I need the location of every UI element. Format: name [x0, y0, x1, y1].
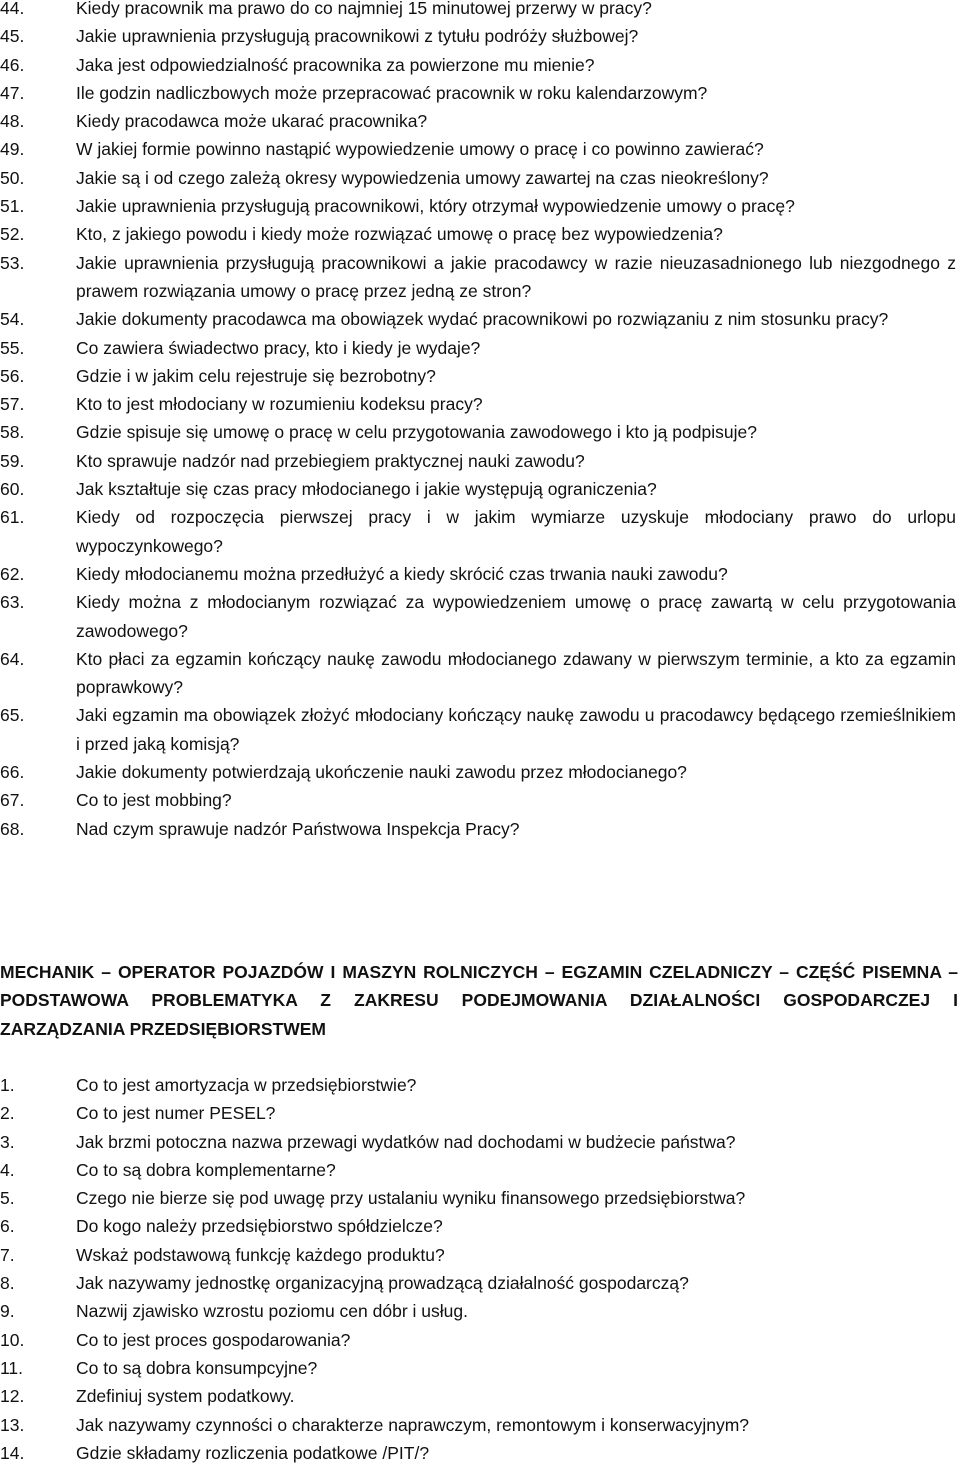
question-text: Kiedy pracownik ma prawo do co najmniej 15 minutowej przerwy w pracy? — [76, 0, 652, 18]
question-text: Kiedy pracodawca może ukarać pracownika? — [76, 111, 428, 132]
question-number: 65. — [0, 705, 25, 726]
question-text: Kto to jest młodociany w rozumieniu kodeksu pracy? — [76, 394, 483, 415]
question-text: Nad czym sprawuje nadzór Państwowa Inspekcja Pracy? — [76, 818, 520, 839]
question-number: 57. — [0, 394, 25, 415]
question-text: Kto, z jakiego powodu i kiedy może rozwiązać umowę o pracę bez wypowiedzenia? — [76, 224, 723, 245]
question-text: Gdzie spisuje się umowę o pracę w celu przygotowania zawodowego i kto ją podpisuje? — [76, 422, 757, 443]
question-number: 8. — [0, 1273, 15, 1294]
question-item — [0, 560, 958, 588]
question-item — [0, 79, 958, 107]
question-item — [0, 1354, 958, 1382]
question-text: Zdefiniuj system podatkowy. — [76, 1386, 295, 1407]
question-item — [0, 390, 958, 418]
question-text: Do kogo należy przedsiębiorstwo spółdzielcze? — [76, 1216, 443, 1237]
question-number: 7. — [0, 1244, 15, 1265]
question-item — [0, 645, 958, 702]
question-item — [0, 51, 958, 79]
question-text: Gdzie składamy rozliczenia podatkowe /PIT/? — [76, 1442, 430, 1463]
question-text: Ile godzin nadliczbowych może przepracować pracownik w roku kalendarzowym? — [76, 82, 708, 103]
question-text: Gdzie i w jakim celu rejestruje się bezrobotny? — [76, 365, 436, 386]
question-item — [0, 1241, 958, 1269]
question-text: Jakie uprawnienia przysługują pracownikowi, który otrzymał wypowiedzenie umowy o pracę? — [76, 196, 795, 217]
question-text: Nazwij zjawisko wzrostu poziomu cen dóbr i usług. — [76, 1301, 468, 1322]
question-text: Jak brzmi potoczna nazwa przewagi wydatków nad dochodami w budżecie państwa? — [76, 1131, 736, 1152]
question-item — [0, 701, 958, 758]
question-text: Kiedy można z młodocianym rozwiązać za wypowiedzeniem umowę o pracę zawartą w celu przygotowania zawodowego? — [76, 592, 956, 641]
question-text: Jaka jest odpowiedzialność pracownika za powierzone mu mienie? — [76, 54, 595, 75]
question-number: 63. — [0, 592, 25, 613]
question-text: Co to jest amortyzacja w przedsiębiorstwie? — [76, 1075, 417, 1095]
question-number: 53. — [0, 252, 25, 273]
question-text: Jaki egzamin ma obowiązek złożyć młodociany kończący naukę zawodu u pracodawcy będącego rzemieślnikiem i przed jaką komisją? — [76, 705, 956, 754]
question-number: 67. — [0, 790, 25, 811]
question-number: 4. — [0, 1159, 15, 1180]
question-item — [0, 1184, 958, 1212]
question-item — [0, 758, 958, 786]
question-text: Co to jest proces gospodarowania? — [76, 1329, 351, 1350]
question-item — [0, 1156, 958, 1184]
question-item — [0, 1269, 958, 1297]
question-number: 5. — [0, 1188, 15, 1209]
question-item — [0, 1326, 958, 1354]
question-number: 12. — [0, 1386, 25, 1407]
question-text: Jakie uprawnienia przysługują pracownikowi a jakie pracodawcy w razie nieuzasadnionego lub niezgodnego z prawem rozwiązania umowy o pracę przez jedną ze stron? — [76, 252, 956, 301]
question-text: Kto płaci za egzamin kończący naukę zawodu młodocianego zdawany w pierwszym terminie, a kto za egzamin poprawkowy? — [76, 648, 956, 698]
question-number: 3. — [0, 1131, 15, 1152]
question-number: 44. — [0, 0, 25, 18]
question-text: Jak nazywamy jednostkę organizacyjną prowadzącą działalność gospodarczą? — [76, 1273, 689, 1294]
question-text: Kiedy od rozpoczęcia pierwszej pracy i w jakim wymiarze uzyskuje młodociany prawo do urlopu wypoczynkowego? — [76, 507, 956, 556]
question-item — [0, 475, 958, 503]
question-number: 11. — [0, 1357, 24, 1378]
question-number: 50. — [0, 167, 25, 188]
question-item — [0, 135, 958, 163]
question-text: Jakie dokumenty potwierdzają ukończenie nauki zawodu przez młodocianego? — [76, 762, 687, 783]
question-text: Jakie są i od czego zależą okresy wypowiedzenia umowy zawartej na czas nieokreślony? — [76, 167, 769, 188]
question-item — [0, 1128, 958, 1156]
question-number: 60. — [0, 479, 25, 500]
question-text: Co to są dobra konsumpcyjne? — [76, 1357, 318, 1378]
question-text: Co zawiera świadectwo pracy, kto i kiedy je wydaje? — [76, 337, 481, 358]
question-number: 66. — [0, 762, 25, 783]
question-item — [0, 0, 958, 22]
question-item — [0, 164, 958, 192]
question-number: 68. — [0, 818, 25, 839]
question-item — [0, 786, 958, 814]
question-number: 58. — [0, 422, 25, 443]
question-item — [0, 1212, 958, 1240]
question-text: Jak kształtuje się czas pracy młodocianego i jakie występują ograniczenia? — [76, 479, 657, 500]
question-text: Co to jest numer PESEL? — [76, 1103, 276, 1124]
section-heading: MECHANIK – OPERATOR POJAZDÓW I MASZYN ROLNICZYCH – EGZAMIN CZELADNICZY – CZĘŚĆ PISEMNA – PODSTAWOWA PROBLEMATYKA Z ZAKRESU PODEJMOWANIA DZIAŁALNOŚCI GOSPODARCZEJ I ZARZĄDZANIA PRZEDSIĘBIORSTWEM — [0, 962, 958, 1039]
question-number: 2. — [0, 1103, 15, 1124]
question-number: 51. — [0, 196, 25, 217]
question-number: 47. — [0, 82, 25, 103]
question-text: Co to są dobra komplementarne? — [76, 1159, 336, 1180]
question-number: 56. — [0, 365, 25, 386]
question-item — [0, 334, 958, 362]
question-text: Jak nazywamy czynności o charakterze naprawczym, remontowym i konserwacyjnym? — [76, 1414, 750, 1435]
question-text: Co to jest mobbing? — [76, 790, 232, 811]
question-number: 46. — [0, 54, 25, 75]
question-list-business — [0, 1071, 958, 1467]
question-item — [0, 418, 958, 446]
question-item — [0, 249, 958, 306]
question-item — [0, 107, 958, 135]
question-item — [0, 1411, 958, 1439]
question-number: 1. — [0, 1075, 15, 1095]
question-number: 48. — [0, 111, 25, 132]
question-number: 55. — [0, 337, 25, 358]
question-item — [0, 1071, 958, 1099]
question-number: 45. — [0, 26, 25, 47]
question-item — [0, 1439, 958, 1467]
question-item — [0, 192, 958, 220]
question-item — [0, 362, 958, 390]
question-number: 64. — [0, 648, 25, 669]
question-item — [0, 1382, 958, 1410]
question-item — [0, 1099, 958, 1127]
question-number: 6. — [0, 1216, 15, 1237]
question-number: 52. — [0, 224, 25, 245]
question-text: Wskaż podstawową funkcję każdego produktu? — [76, 1244, 445, 1265]
question-text: Kto sprawuje nadzór nad przebiegiem praktycznej nauki zawodu? — [76, 450, 585, 471]
question-number: 62. — [0, 563, 25, 584]
question-item — [0, 1297, 958, 1325]
question-text: Kiedy młodocianemu można przedłużyć a kiedy skrócić czas trwania nauki zawodu? — [76, 563, 728, 584]
question-text: Czego nie bierze się pod uwagę przy ustalaniu wyniku finansowego przedsiębiorstwa? — [76, 1188, 746, 1209]
question-number: 9. — [0, 1301, 15, 1322]
question-item — [0, 305, 958, 333]
question-item — [0, 447, 958, 475]
question-number: 49. — [0, 139, 25, 160]
question-item — [0, 588, 958, 645]
question-number: 54. — [0, 309, 25, 330]
question-text: Jakie uprawnienia przysługują pracownikowi z tytułu podróży służbowej? — [76, 26, 639, 47]
question-number: 61. — [0, 507, 25, 528]
question-item — [0, 22, 958, 50]
question-number: 59. — [0, 450, 25, 471]
question-number: 13. — [0, 1414, 25, 1435]
question-text: W jakiej formie powinno nastąpić wypowiedzenie umowy o pracę i co powinno zawierać? — [76, 139, 764, 160]
question-item — [0, 220, 958, 248]
question-item — [0, 815, 958, 843]
question-number: 14. — [0, 1442, 25, 1463]
question-number: 10. — [0, 1329, 25, 1350]
question-text: Jakie dokumenty pracodawca ma obowiązek wydać pracownikowi po rozwiązaniu z nim stosunku pracy? — [76, 309, 889, 330]
question-item — [0, 503, 958, 560]
